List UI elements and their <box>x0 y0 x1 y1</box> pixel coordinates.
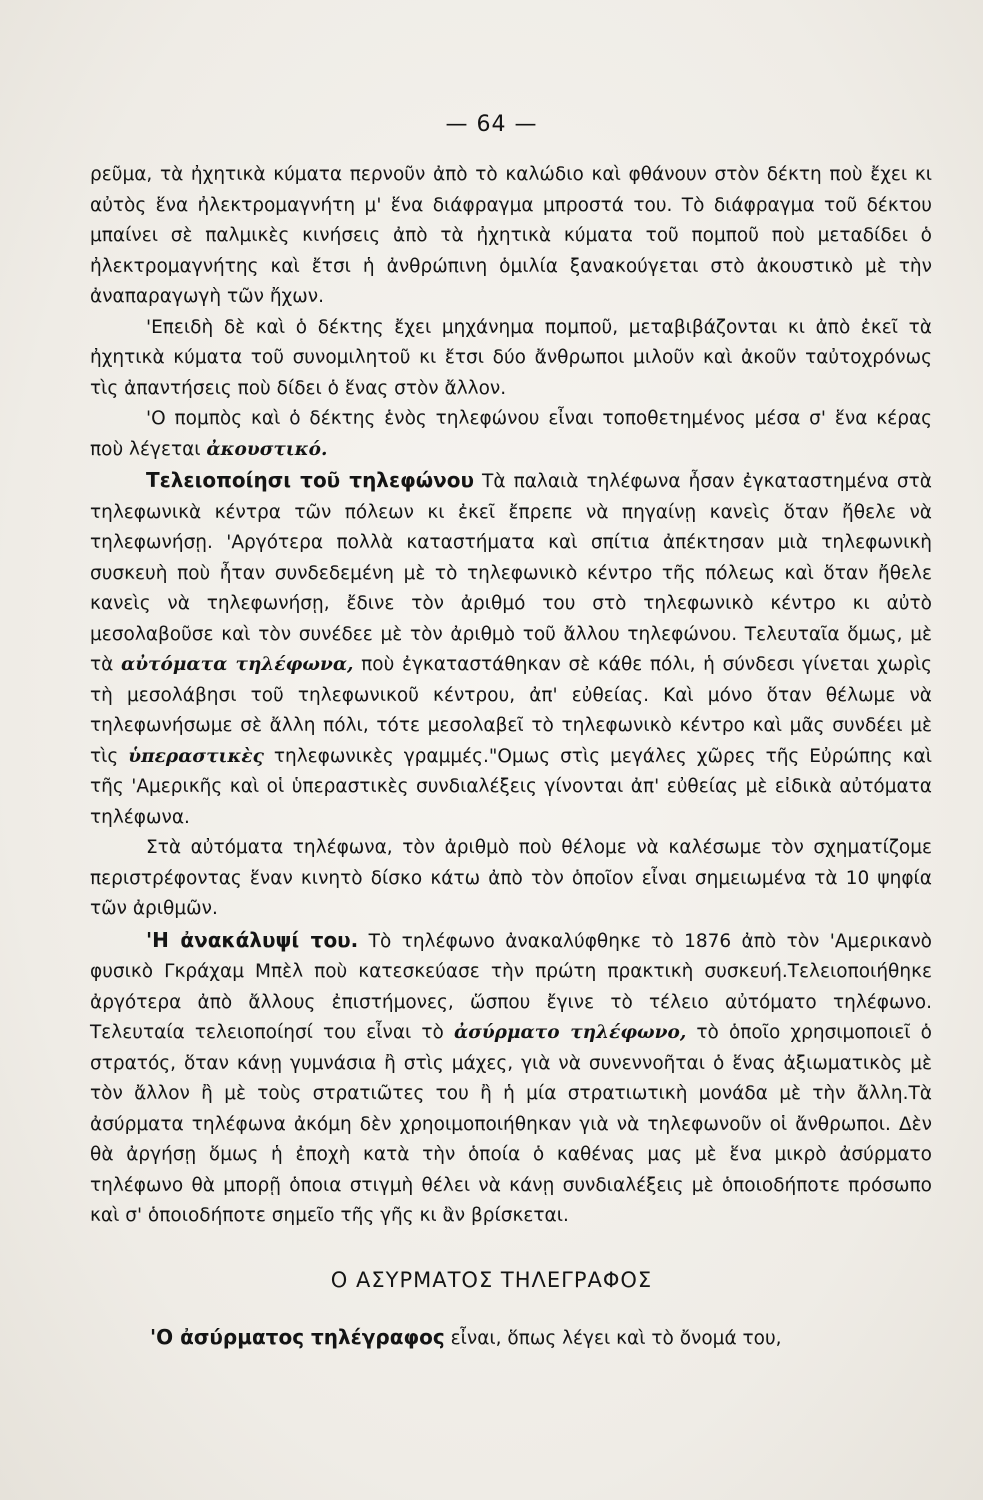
paragraph-3-text: 'Ο πομπὸς καὶ ὁ δέκτης ἑνὸς τηλεφώνου εἶναι τοποθετημένος μέσα σ' ἕνα κέρας ποὺ λέγεται <box>90 408 932 460</box>
paragraph-1-text: ρεῦμα, τὰ ἠχητικὰ κύματα περνοῦν ἀπὸ τὸ καλώδιο καὶ φθάνουν στὸν δέκτη ποὺ ἔχει κι αὐτὸς ἕνα ἠλεκτρομαγνήτη μ' ἕνα διάφραγμα μπροστά του. Τὸ διάφραγμα τοῦ δέκτου μπαίνει σὲ παλμικὲς κινήσεις ἀπὸ τὰ ἠχητικὰ κύματα τοῦ πομποῦ ποὺ μεταδίδει ὁ ἠλεκτρομαγνήτης καὶ ἔτσι ἡ ἀνθρώπινη ὁμιλία ξανακούγεται στὸ ἀκουστικὸ μὲ τὴν ἀναπαραγωγὴ τῶν ἤχων. <box>90 164 932 307</box>
paragraph-6-text-1: Τὸ τηλέφωνο ἀνακαλύφθηκε τὸ 1876 ἀπὸ τὸν 'Αμερικανὸ φυσικὸ Γκράχαμ Μπὲλ ποὺ κατεσκεύασε τὴν πρώτη πρακτικὴ συσκευή.Τελειοποιήθηκε ἀργότερα ἀπὸ ἄλλους ἐπιστήμονες, ὥσπου ἔγινε τὸ τέλειο αὐτόματο τηλέφωνο. Τελευταία τελειοποίησί του εἶναι τὸ <box>90 930 933 1043</box>
paragraph-3 <box>90 404 932 465</box>
paragraph-1 <box>90 160 932 313</box>
heading-teleiopoiisi: Τελειοποίησι τοῦ τηλεφώνου <box>146 468 474 492</box>
paragraph-5 <box>90 833 932 925</box>
paragraph-5-text: Στὰ αὐτόματα τηλέφωνα, τὸν ἀριθμὸ ποὺ θέλομε νὰ καλέσωμε τὸν σχηματίζομε περιστρέφοντας ἕναν κινητὸ δίσκο κάτω ἀπὸ τὸν ὁποῖον εἶναι σημειωμένα τὰ 10 ψηφία τῶν ἀριθμῶν. <box>90 837 932 919</box>
body-text <box>90 160 932 1232</box>
term-akoustiko: ἀκουστικό. <box>206 438 328 460</box>
term-yperastikes: ὑπεραστικὲς <box>128 745 264 767</box>
closing-line <box>150 1322 930 1355</box>
paragraph-4-text-3: τηλεφωνικὲς γραμμές."Ομως στὶς μεγάλες χῶρες τῆς Εὐρώπης καὶ τῆς 'Αμερικῆς καὶ οἱ ὑπεραστικὲς συνδιαλέξεις γίνονται ἀπ' εὐθείας μὲ εἰδικὰ αὐτόματα τηλέφωνα. <box>90 745 933 828</box>
paragraph-4-text-2: ποὺ ἐγκαταστάθηκαν σὲ κάθε πόλι, ἡ σύνδεσι γίνεται χωρὶς τὴ μεσολάβησι τοῦ τηλεφωνικοῦ κέντρου, ἀπ' εὐθείας. Καὶ μόνο ὅταν θέλωμε νὰ τηλεφωνήσωμε σὲ ἄλλη πόλι, τότε μεσολαβεῖ τὸ τηλεφωνικὸ κέντρο καὶ μᾶς συνδέει μὲ τὶς <box>90 654 933 767</box>
paragraph-2 <box>90 313 932 405</box>
heading-anakalypsi: 'Η ἀνακάλυψί του. <box>146 927 359 952</box>
term-asyrmato-tilefono: ἀσύρματο τηλέφωνο, <box>453 1022 687 1043</box>
paragraph-4 <box>90 465 932 833</box>
paragraph-6 <box>90 925 932 1232</box>
section-title: Ο ΑΣΥΡΜΑΤΟΣ ΤΗΛΕΓΡΑΦΟΣ <box>330 1268 653 1292</box>
term-automata-tilefona: αὐτόματα τηλέφωνα, <box>120 654 354 675</box>
heading-asyrmatos-tilegrafos: 'Ο ἀσύρματος τηλέγραφος <box>150 1325 445 1349</box>
paragraph-6-text-2: τὸ ὁποῖο χρησιμοποιεῖ ὁ στρατός, ὅταν κάνῃ γυμνάσια ἢ στὶς μάχες, γιὰ νὰ συνεννοῆται ὁ ἕνας ἀξιωματικὸς μὲ τὸν ἄλλον ἢ μὲ τοὺς στρατιῶτες του ἢ ἡ μία στρατιωτικὴ μονάδα μὲ τὴν ἄλλη.Τὰ ἀσύρματα τηλέφωνα ἀκόμη δὲν χρηοιμοποιήθηκαν γιὰ νὰ τηλεφωνοῦν οἱ ἄνθρωποι. Δὲν θὰ ἀργήσῃ ὅμως ἡ ἐποχὴ κατὰ τὴν ὁποία ὁ καθένας μας μὲ ἕνα μικρὸ ἀσύρματο τηλέφωνο θὰ μπορῇ ὁποια στιγμὴ θέλει νὰ κάνῃ συνδιαλέξεις μὲ ὁποιοδήποτε πρόσωπο καὶ σ' ὁποιοδήποτε σημεῖο τῆς γῆς κι ἂν βρίσκεται. <box>90 1022 933 1226</box>
closing-text: εἶναι, ὅπως λέγει καὶ τὸ ὄνομά του, <box>444 1328 782 1349</box>
paragraph-4-text-1: Τὰ παλαιὰ τηλέφωνα ἦσαν ἐγκαταστημένα στὰ τηλεφωνικὰ κέντρα τῶν πόλεων κι ἐκεῖ ἔπρεπε νὰ πηγαίνῃ κανεὶς ὅταν ἤθελε νὰ τηλεφωνήσῃ. 'Αργότερα πολλὰ καταστήματα καὶ σπίτια ἀπέκτησαν μιὰ τηλεφωνικὴ συσκευὴ ποὺ ἦταν συνδεδεμένη μὲ τὸ τηλεφωνικὸ κέντρο τῆς πόλεως καὶ ὅταν ἤθελε κανεὶς νὰ τηλεφωνήσῃ, ἔδινε τὸν ἀριθμό του στὸ τηλεφωνικὸ κέντρο κι αὐτὸ μεσολαβοῦσε καὶ τὸν συνέδεε μὲ τὸν ἀριθμὸ τοῦ ἄλλου τηλεφώνου. Τελευταῖα ὅμως, μὲ τὰ <box>90 471 932 675</box>
paragraph-2-text: 'Επειδὴ δὲ καὶ ὁ δέκτης ἔχει μηχάνημα πομποῦ, μεταβιβάζονται κι ἀπὸ ἐκεῖ τὰ ἠχητικὰ κύματα τοῦ συνομιλητοῦ κι ἔτσι δύο ἄνθρωποι μιλοῦν καὶ ἀκοῦν ταὐτοχρόνως τὶς ἀπαντήσεις ποὺ δίδει ὁ ἕνας στὸν ἄλλον. <box>90 316 932 399</box>
page-number: — 64 — <box>445 112 538 137</box>
